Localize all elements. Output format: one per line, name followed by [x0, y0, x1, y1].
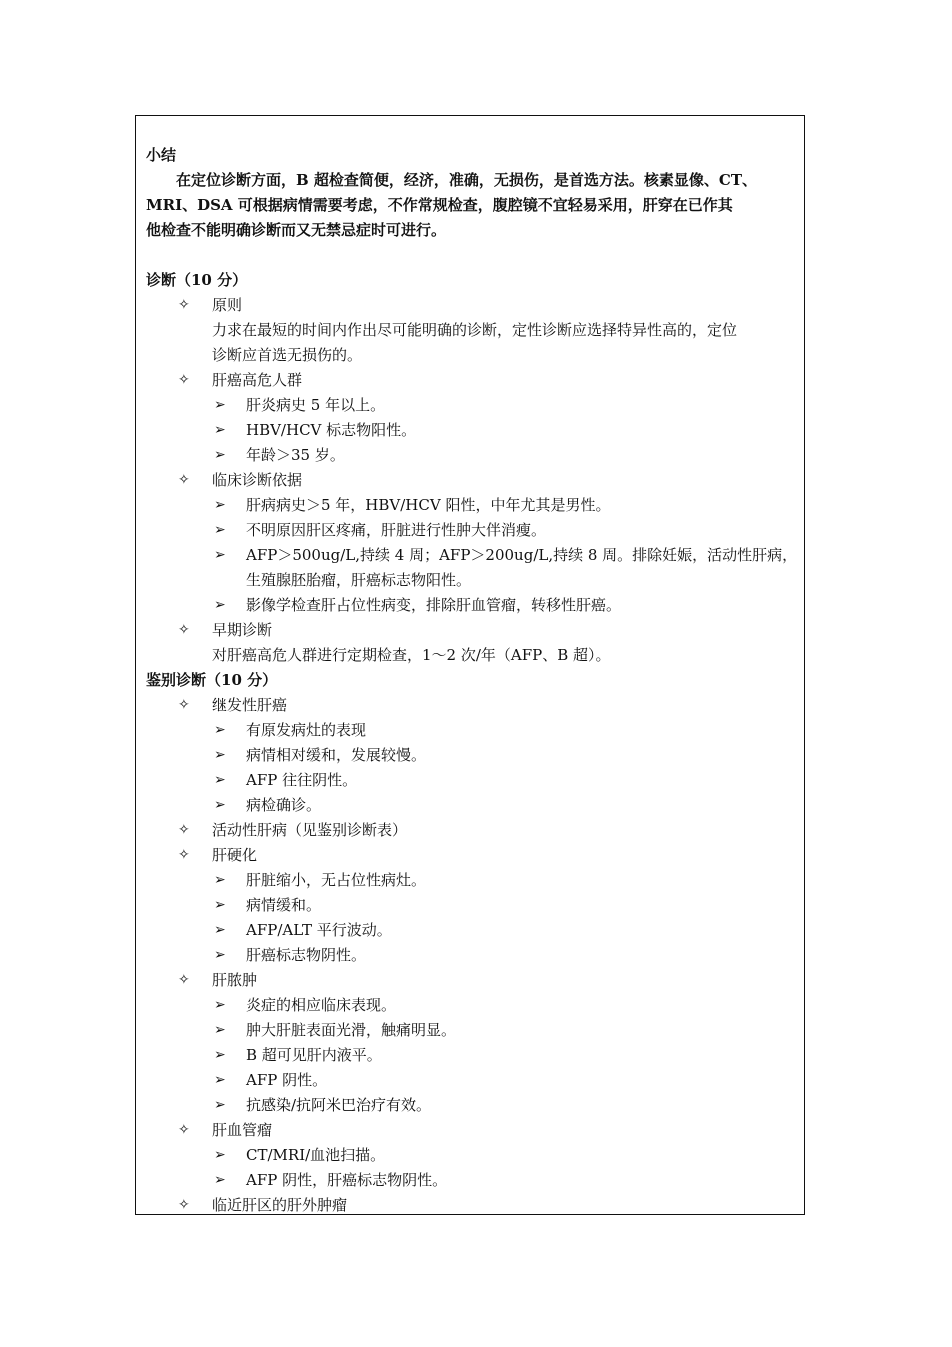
arrow-bullet-icon: ➢	[214, 447, 226, 463]
arrow-bullet-icon: ➢	[214, 1172, 226, 1188]
cirrhosis-title: 肝硬化	[212, 846, 258, 864]
hemangioma-title: 肝血管瘤	[212, 1121, 273, 1139]
summary-heading: 小结	[146, 146, 177, 164]
adjacent-tumor-title: 临近肝区的肝外肿瘤	[212, 1196, 348, 1214]
abscess-item: 抗感染/抗阿米巴治疗有效。	[246, 1096, 432, 1114]
secondary-item: AFP 往往阴性。	[246, 771, 358, 789]
arrow-bullet-icon: ➢	[214, 997, 226, 1013]
cirrhosis-item: AFP/ALT 平行波动。	[246, 921, 392, 939]
abscess-item: 炎症的相应临床表现。	[246, 996, 397, 1014]
hemangioma-item: AFP 阴性，肝癌标志物阴性。	[246, 1171, 448, 1189]
secondary-title: 继发性肝癌	[212, 696, 288, 714]
clinical-title: 临床诊断依据	[212, 471, 303, 489]
summary-paragraph-line-1: 在定位诊断方面，B 超检查简便，经济，准确，无损伤，是首选方法。核素显像、CT、	[176, 171, 758, 189]
principle-title: 原则	[212, 296, 243, 314]
arrow-bullet-icon: ➢	[214, 497, 226, 513]
arrow-bullet-icon: ➢	[214, 522, 226, 538]
diamond-bullet-icon: ✧	[178, 372, 190, 388]
diamond-bullet-icon: ✧	[178, 972, 190, 988]
abscess-item: AFP 阴性。	[246, 1071, 328, 1089]
arrow-bullet-icon: ➢	[214, 547, 226, 563]
arrow-bullet-icon: ➢	[214, 922, 226, 938]
arrow-bullet-icon: ➢	[214, 1147, 226, 1163]
arrow-bullet-icon: ➢	[214, 772, 226, 788]
diamond-bullet-icon: ✧	[178, 472, 190, 488]
clinical-item: 肝病病史＞5 年，HBV/HCV 阳性，中年尤其是男性。	[246, 496, 611, 514]
arrow-bullet-icon: ➢	[214, 722, 226, 738]
high-risk-item: 年龄＞35 岁。	[246, 446, 345, 464]
abscess-title: 肝脓肿	[212, 971, 258, 989]
arrow-bullet-icon: ➢	[214, 797, 226, 813]
diamond-bullet-icon: ✧	[178, 822, 190, 838]
clinical-item: 影像学检查肝占位性病变，排除肝血管瘤，转移性肝癌。	[246, 596, 622, 614]
summary-paragraph-line-2: MRI、DSA 可根据病情需要考虑，不作常规检查，腹腔镜不宜轻易采用，肝穿在已作其	[146, 196, 733, 214]
differential-heading: 鉴别诊断（10 分）	[146, 671, 278, 689]
arrow-bullet-icon: ➢	[214, 1022, 226, 1038]
active-liver-title: 活动性肝病（见鉴别诊断表）	[212, 821, 408, 839]
diamond-bullet-icon: ✧	[178, 1197, 190, 1213]
arrow-bullet-icon: ➢	[214, 1097, 226, 1113]
arrow-bullet-icon: ➢	[214, 872, 226, 888]
cirrhosis-item: 肝脏缩小，无占位性病灶。	[246, 871, 427, 889]
early-title: 早期诊断	[212, 621, 273, 639]
secondary-item: 病情相对缓和，发展较慢。	[246, 746, 427, 764]
clinical-item: 不明原因肝区疼痛，肝脏进行性肿大伴消瘦。	[246, 521, 547, 539]
early-text: 对肝癌高危人群进行定期检查，1～2 次/年（AFP、B 超）。	[212, 646, 611, 664]
arrow-bullet-icon: ➢	[214, 947, 226, 963]
principle-text-line-2: 诊断应首选无损伤的。	[212, 346, 363, 364]
diamond-bullet-icon: ✧	[178, 297, 190, 313]
arrow-bullet-icon: ➢	[214, 897, 226, 913]
summary-paragraph-line-3: 他检查不能明确诊断而又无禁忌症时可进行。	[146, 221, 447, 239]
diamond-bullet-icon: ✧	[178, 697, 190, 713]
clinical-item: AFP＞500ug/L,持续 4 周；AFP＞200ug/L,持续 8 周。排除妊娠，活动性肝病，	[246, 546, 798, 564]
secondary-item: 有原发病灶的表现	[246, 721, 367, 739]
arrow-bullet-icon: ➢	[214, 397, 226, 413]
diamond-bullet-icon: ✧	[178, 847, 190, 863]
diamond-bullet-icon: ✧	[178, 622, 190, 638]
cirrhosis-item: 肝癌标志物阴性。	[246, 946, 367, 964]
arrow-bullet-icon: ➢	[214, 1047, 226, 1063]
abscess-item: B 超可见肝内液平。	[246, 1046, 382, 1064]
document-frame	[135, 115, 805, 1215]
diamond-bullet-icon: ✧	[178, 1122, 190, 1138]
diagnosis-heading: 诊断（10 分）	[146, 271, 248, 289]
clinical-item-continuation: 生殖腺胚胎瘤，肝癌标志物阳性。	[246, 571, 472, 589]
cirrhosis-item: 病情缓和。	[246, 896, 322, 914]
secondary-item: 病检确诊。	[246, 796, 322, 814]
arrow-bullet-icon: ➢	[214, 597, 226, 613]
arrow-bullet-icon: ➢	[214, 1072, 226, 1088]
arrow-bullet-icon: ➢	[214, 422, 226, 438]
principle-text-line-1: 力求在最短的时间内作出尽可能明确的诊断，定性诊断应选择特异性高的，定位	[212, 321, 738, 339]
hemangioma-item: CT/MRI/血池扫描。	[246, 1146, 386, 1164]
high-risk-title: 肝癌高危人群	[212, 371, 303, 389]
high-risk-item: 肝炎病史 5 年以上。	[246, 396, 386, 414]
high-risk-item: HBV/HCV 标志物阳性。	[246, 421, 417, 439]
abscess-item: 肿大肝脏表面光滑，触痛明显。	[246, 1021, 457, 1039]
arrow-bullet-icon: ➢	[214, 747, 226, 763]
